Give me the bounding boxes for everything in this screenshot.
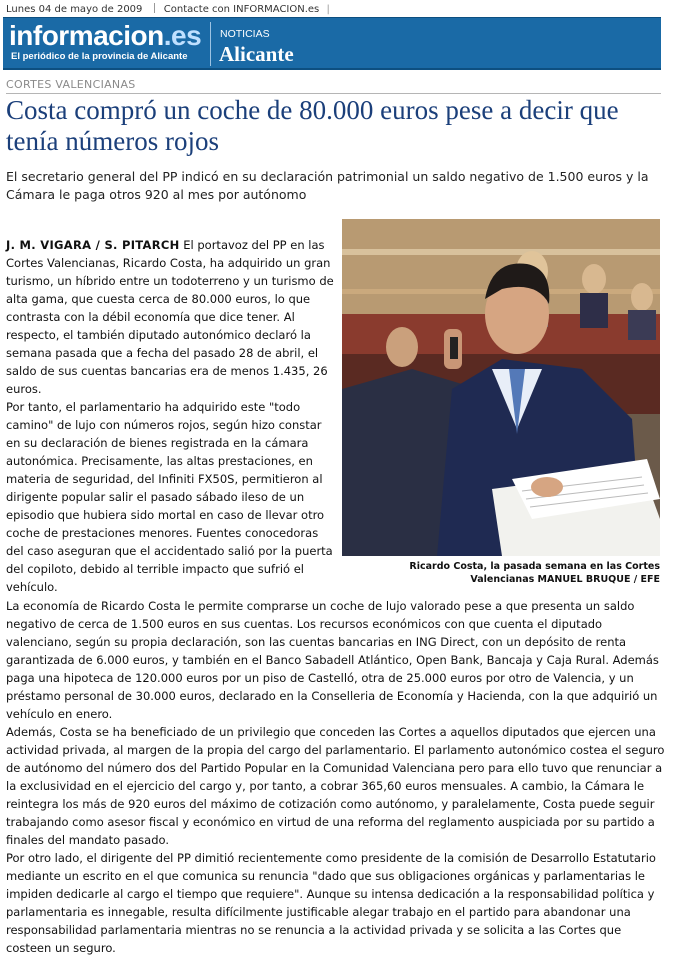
article-photo [342, 219, 660, 556]
paragraph-1-text: El portavoz del PP en las Cortes Valencianas, Ricardo Costa, ha adquirido un gran turismo, un híbrido entre un todoterreno y un turismo de alta gama, que cuesta cerca de 80.000 euros, lo que contrasta con la débil economía que dice tener. Al respecto, el también diputado autonómico declaró la semana pasada que a fecha del pasado 28 de abril, el saldo de sus cuentas bancarias era de menos 1.435, 26 euros. [6, 238, 334, 396]
article-body-column [6, 236, 336, 596]
logo-suffix: .es [163, 20, 202, 51]
divider [154, 3, 155, 13]
paragraph-3: La economía de Ricardo Costa le permite comprarse un coche de lujo valorado pese a que presenta un saldo negativo de cerca de 1.500 euros en sus cuentas. Los recursos económicos con que cuenta el diputado valenciano, según su propia declaración, son las cuentas bancarias en ING Direct, con un depósito de renta garantizada de 6.000 euros, y también en el Banco Sabadell Atlántico, Open Bank, Bancaja y Caja Rural. Además paga una hipoteca de 120.000 euros por un piso de Castelló, otra de 25.000 euros por otro de Valencia, y un préstamo personal de 30.000 euros, declarado en la Conselleria de Economía y Hacienda, con la que adquirió un vehículo en enero. [6, 599, 659, 721]
paragraph-1 [6, 236, 336, 398]
rubric-rule [6, 93, 661, 94]
caption-line-2: Valencianas MANUEL BRUQUE / EFE [470, 574, 660, 585]
article-headline: Costa compró un coche de 80.000 euros pese a decir que tenía números rojos [6, 95, 619, 156]
logo-main: informacion [9, 20, 164, 51]
contact-link[interactable]: Contacte con INFORMACION.es [163, 4, 320, 15]
caption-line-1: Ricardo Costa, la pasada semana en las Cortes [409, 561, 660, 572]
photo-illustration [342, 219, 660, 556]
masthead [3, 17, 661, 70]
date-label: Lunes 04 de mayo de 2009 [6, 4, 143, 15]
site-tagline: El periódico de la provincia de Alicante [11, 51, 188, 62]
site-logo[interactable] [9, 20, 201, 52]
byline: J. M. VIGARA / S. PITARCH [6, 238, 180, 252]
article-body-full [6, 597, 666, 957]
section-kicker[interactable]: NOTICIAS [220, 28, 270, 40]
paragraph-5: Por otro lado, el dirigente del PP dimitió recientemente como presidente de la comisión de Desarrollo Estatutario mediante un escrito en el que comunica su renuncia "dado que sus obligaciones orgánicas y parlamentarias le impiden dedicarle al cargo el tiempo que requiere". Aunque su intensa dedicación a la responsabilidad política y parlamentaria es innegable, resulta difícilmente justificable alegar trabajo en el partido para abandonar una responsabilidad parlamentaria mientras no se renuncia a la actividad privada y se solicita a las Cortes que costeen un seguro. [6, 851, 656, 955]
paragraph-2: Por tanto, el parlamentario ha adquirido este "todo camino" de lujo con números rojos, según hizo constar en su declaración de bienes registrada en la cámara autonómica. Precisamente, las altas prestaciones, en materia de seguridad, del Infiniti FX50S, permitieron al dirigente popular salir el pasado sábado ileso de un episodio que hubiera sido mortal en caso de llevar otro coche de prestaciones menores. Fuentes conocedoras del caso aseguran que el accidentado salió por la puerta del copiloto, debido al terrible impacto que sufrió el vehículo. [6, 400, 333, 594]
photo-caption [342, 560, 660, 586]
top-bar [6, 3, 330, 17]
article-rubric: CORTES VALENCIANAS [6, 78, 136, 91]
section-name[interactable]: Alicante [219, 42, 294, 66]
article-subhead: El secretario general del PP indicó en su declaración patrimonial un saldo negativo de 1.500 euros y la Cámara le paga otros 920 al mes por autónomo [6, 169, 649, 202]
paragraph-4: Además, Costa se ha beneficiado de un privilegio que conceden las Cortes a aquellos diputados que ejercen una actividad privada, al margen de la propia del cargo del parlamentario. El parlamento autonómico costea el seguro de autónomo del número dos del Partido Popular en la Comunidad Valenciana pero para ello tuvo que renunciar a la exclusividad en el ejercicio del cargo y, por tanto, a cobrar 365,60 euros mensuales. A cambio, la Cámara le reintegra los más de 920 euros del máximo de cotización como autónomo, y paralelamente, Costa puede seguir trabajando como asesor fiscal y económico en virtud de una reforma del reglamento auspiciada por su partido a finales del mandato pasado. [6, 725, 665, 847]
topbar-end-divider: | [326, 4, 330, 15]
masthead-divider [210, 22, 211, 66]
